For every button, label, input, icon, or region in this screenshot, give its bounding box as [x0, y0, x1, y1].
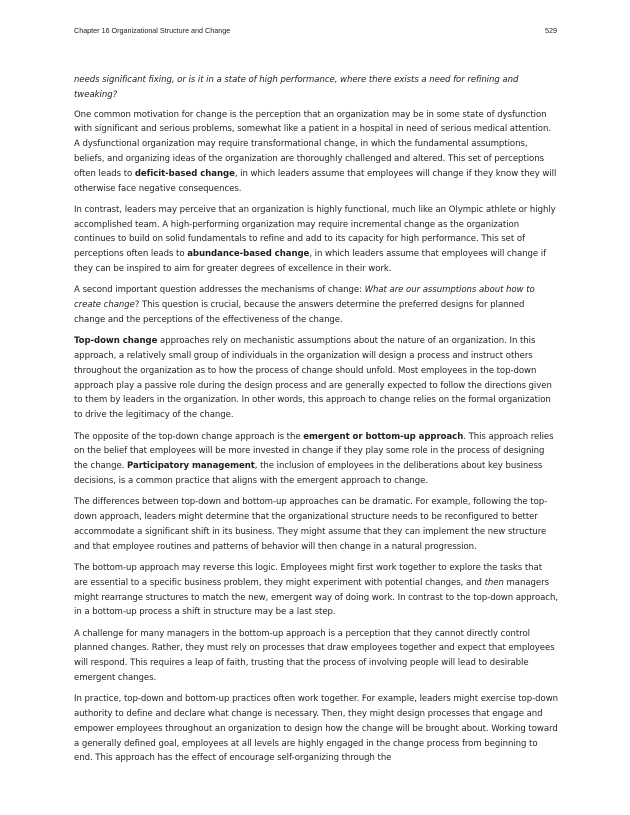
term-participatory-management: Participatory management — [127, 461, 255, 472]
text-span: , in which leaders assume that employees will change if they can be inspired to aim for greater degrees of excellence in their work. — [74, 249, 547, 275]
term-top-down-change: Top-down change — [74, 336, 158, 347]
text-span: The bottom-up approach may reverse this logic. Employees might first work together to explore the tasks that are essential to a specific business problem, they might experiment with potential changes, and — [74, 562, 543, 588]
chapter-title: Chapter 16 Organizational Structure and Change — [74, 26, 231, 35]
text-span: managers might rearrange structures to match the new, emergent way of doing work. In contrast to the top-down approach, in a bottom-up process a shift in structure may be a last step. — [74, 577, 558, 618]
paragraph-deficit-based — [74, 108, 558, 197]
text-span: A second important question addresses the mechanisms of change: — [74, 285, 365, 296]
text-span: . This approach relies on the belief that employees will be more invested in change if they play some role in the process of designing the change. — [74, 431, 554, 472]
term-emergent-approach: emergent or bottom-up approach — [303, 431, 464, 442]
paragraph-in-practice — [74, 692, 558, 766]
text-span: A challenge for many managers in the bottom-up approach is a perception that they cannot directly control planned changes. Rather, they must rely on processes that draw employees together and expect that employees will respond. This requires a leap of faith, trusting that the process of involving people will lead to desirable emergent changes. — [74, 628, 555, 683]
text-span: approaches rely on mechanistic assumptions about the nature of an organization. In this approach, a relatively small group of individuals in the organization will design a process and instruct others throughout the organization as to how the process of change should unfold. Most employees in the top-down approach play a passive role during the design process and are generally expected to follow the directions given to them by leaders in the organization. In other words, this approach to change relies on the formal organization to drive the legitimacy of the change. — [74, 336, 552, 421]
italic-question: What are our assumptions about how to create change — [74, 285, 535, 311]
text-span: The opposite of the top-down change approach is the — [74, 431, 304, 442]
paragraph-reverse-logic — [74, 561, 558, 620]
paragraph-abundance-based — [74, 203, 558, 277]
page-body — [74, 73, 558, 773]
text-span: In practice, top-down and bottom-up practices often work together. For example, leaders might exercise top-down authority to define and declare what change is necessary. Then, they might design processes that engage and empower employees throughout an organization to design how the change will be brought about. Working toward a generally defined goal, employees at all levels are highly engaged in the change process from beginning to end. This approach has the effect of encourage self-organizing through the — [74, 694, 559, 764]
italic-text: needs significant fixing, or is it in a state of high performance, where there exists a need for refining and tweaking? — [74, 75, 519, 100]
term-abundance-based-change: abundance-based change — [187, 249, 310, 260]
text-span: In contrast, leaders may perceive that an organization is highly functional, much like an Olympic athlete or highly accomplished team. A high-performing organization may require incremental change as the organization continues to build on solid fundamentals to refine and add to its capacity for high performance. This set of perceptions often leads to — [74, 204, 556, 260]
text-span: One common motivation for change is the perception that an organization may be in some state of dysfunction with significant and serious problems, somewhat like a patient in a hospital in need of serious medical attention. A dysfunctional organization may require transformational change, in which the fundamental assumptions, beliefs, and organizing ideas of the organization are thoroughly challenged and altered. This set of perceptions often leads to — [74, 109, 552, 179]
paragraph-mechanisms — [74, 283, 558, 327]
text-span: , in which leaders assume that employees will change if they know they will otherwise face negative consequences. — [74, 168, 557, 194]
text-span: , the inclusion of employees in the deliberations about key business decisions, is a common practice that aligns with the emergent approach to change. — [74, 461, 543, 486]
page-number: 529 — [545, 26, 557, 35]
paragraph-continuation — [74, 73, 558, 103]
paragraph-bottom-up — [74, 430, 558, 489]
text-span: ? This question is crucial, because the answers determine the preferred designs for planned change and the perceptions of the effectiveness of the change. — [74, 300, 525, 325]
term-deficit-based-change: deficit-based change — [134, 168, 235, 179]
paragraph-top-down — [74, 334, 558, 423]
paragraph-challenge — [74, 627, 558, 686]
text-span: The differences between top-down and bottom-up approaches can be dramatic. For example, following the top-down approach, leaders might determine that the organizational structure needs to be reconfigured to better accommodate a significant shift in its business. They might assume that they can implement the new structure and that employee routines and patterns of behavior will then change in a natural progression. — [74, 497, 548, 552]
page-header — [74, 26, 557, 38]
paragraph-differences — [74, 495, 558, 554]
italic-then: then — [484, 577, 504, 588]
